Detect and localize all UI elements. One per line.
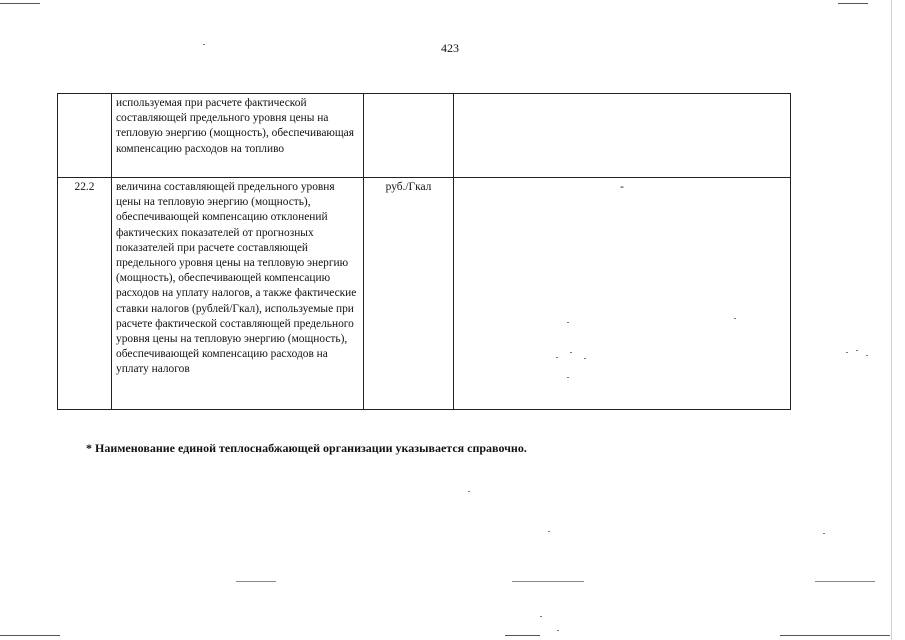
scan-artifact	[570, 352, 572, 353]
page-number: 423	[441, 41, 459, 55]
scan-artifact	[505, 635, 540, 636]
scan-edge	[891, 0, 892, 640]
scan-artifact	[823, 533, 825, 534]
row-number-cell	[58, 94, 112, 178]
scan-artifact	[556, 357, 558, 358]
scan-artifact	[0, 3, 40, 4]
scan-artifact	[0, 635, 60, 636]
scan-artifact	[203, 44, 205, 45]
table-row	[58, 94, 791, 178]
scan-artifact	[846, 352, 848, 353]
table-row	[58, 178, 791, 410]
scan-artifact	[540, 616, 542, 617]
scan-artifact	[838, 3, 868, 4]
scan-artifact	[468, 491, 470, 492]
row-value-text: -	[620, 181, 624, 193]
scan-artifact	[856, 350, 858, 351]
scan-artifact	[548, 531, 550, 532]
scan-artifact	[584, 358, 586, 359]
row-value-cell	[454, 94, 791, 178]
scan-artifact	[780, 635, 890, 636]
scan-artifact	[236, 581, 276, 582]
scan-artifact	[815, 581, 875, 582]
row-description-cell: величина составляющей предельного уровня цены на тепловую энергию (мощность), обеспечивающей компенсацию отклонений фактических показателей от прогнозных показателей при расчете составляющей предельного уровня цены на тепловую энергию (мощность), обеспечивающей компенсацию расходов на уплату налогов, а также фактические ставки налогов (рублей/Гкал), используемые при расчете фактической составляющей предельного уровня цены на тепловую энергию (мощность), обеспечивающей компенсацию расходов на уплату налогов	[112, 178, 364, 410]
row-unit-cell	[364, 94, 454, 178]
scan-artifact	[557, 630, 559, 631]
row-description-cell: используемая при расчете фактической составляющей предельного уровня цены на тепловую энергию (мощность), обеспечивающая компенсацию расходов на топливо	[112, 94, 364, 178]
scan-artifact	[567, 322, 569, 323]
scan-artifact	[567, 377, 569, 378]
scan-artifact	[512, 581, 584, 582]
row-number-cell: 22.2	[58, 178, 112, 410]
row-unit-cell: руб./Гкал	[364, 178, 454, 410]
row-value-cell	[454, 178, 791, 410]
scan-artifact	[734, 318, 736, 319]
scan-artifact	[866, 355, 868, 356]
footnote: * Наименование единой теплоснабжающей организации указывается справочно.	[86, 441, 527, 455]
data-table	[57, 93, 791, 410]
